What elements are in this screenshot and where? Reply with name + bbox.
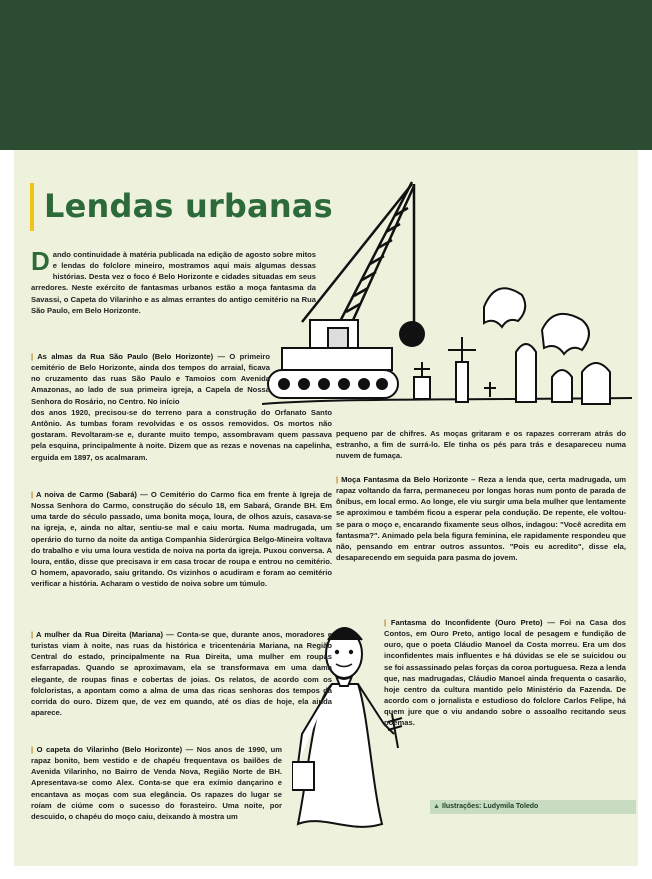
- section-almas-rua-sao-paulo: [31, 351, 270, 407]
- page-title: Lendas urbanas: [44, 187, 333, 225]
- section-capeta-continued: [336, 428, 626, 461]
- section-heading: A noiva de Carmo (Sabará): [36, 490, 137, 499]
- credit-text: Ilustrações: Ludymila Toledo: [442, 803, 539, 810]
- section-marker: |: [384, 618, 391, 627]
- section-marker: |: [31, 490, 36, 499]
- intro-paragraph: [31, 246, 316, 316]
- section-text: — Foi na Casa dos Contos, em Ouro Preto, antigo local de pesagem e fundição de ouro, que o poeta Cláudio Manoel da Costa morreu. Era um dos inconfidentes mais influentes e há dúvidas se ele se suicidou ou se foi assassinado pelas forças da coroa portuguesa. Reza a lenda que, nas madrugadas, Cláudio Manoel ainda frequenta o casarão, hoje centro da cultura mantido pelo Ministério da Fazenda. De acordo com o jornalista e estudioso do folclore Carlos Felipe, há quem jure que o viu andando sobre o assoalho recitando seus poemas.: [384, 618, 626, 728]
- section-moca-fantasma: [336, 474, 626, 563]
- section-mulher-rua-direita: [31, 629, 332, 718]
- section-fantasma-inconfidente: [384, 617, 626, 729]
- section-text: — O primeiro cemitério de Belo Horizonte, ainda dos tempos do arraial, ficava no cruzamento das ruas São Paulo e Tamoios com Avenida Amazonas, ao lado de sua primeira igreja, a Capela de Nossa Senhora do Rosário, no Centro. No início: [31, 352, 270, 406]
- section-heading: A mulher da Rua Direita (Mariana): [36, 630, 163, 639]
- section-text: — O Cemitério do Carmo fica em frente à Igreja de Nossa Senhora do Carmo, construção do século 18, em Sabará, Grande BH. Em uma tarde do século passado, uma bonita moça, loura, de olhos azuis, casava-se na igreja, e, ainda no altar, sentiu-se mal e caiu morta. Numa madrugada, um operário do turno da noite da antiga Companhia Siderúrgica Belgo-Mineira voltava do trabalho e viu uma loura vestida de noiva na porta da igreja. Puxou conversa. A loura, então, disse que precisava ir em casa trocar de roupa e entrou no cemitério. O homem, apavorado, saiu gritando. Os vizinhos o acudiram e foram ao cemitério verificar a história. Acharam o vestido de noiva sobre um túmulo.: [31, 490, 332, 589]
- section-text: — Conta-se que, durante anos, moradores e turistas viam à noite, nas ruas da histórica e tricentenária Mariana, na Região Central do estado, principalmente na Rua Direita, uma mulher em roupas esfarrapadas. Quando se aproximavam, ela se transformava em uma dama elegante, de roupas finas e cobertas de joias. Os relatos, de acordo com os folcloristas, a apontam como a alma de uma das ricas senhoras dos tempos da corrida do ouro. Dizem que, de vez em quando, até os dias de hoje, ela ainda aparece.: [31, 630, 333, 718]
- section-text: — Nos anos de 1990, um rapaz bonito, bem vestido e de chapéu frequentava os bailões de Avenida Vilarinho, no Bairro de Venda Nova, Região Norte de BH. Apresentava-se como Alex. Conta-se que era exímio dançarino e encantava as moças com sua elegância. Os rapazes do lugar se roíam de ciúme com o sucesso do forasteiro. Uma noite, por descuido, o chapéu do moço caiu, deixando à mostra um: [31, 745, 282, 821]
- section-capeta-vilarinho: [31, 744, 282, 822]
- section-heading: As almas da Rua São Paulo (Belo Horizonte): [37, 352, 214, 361]
- crane-graveyard-illustration: [262, 172, 632, 422]
- ghost-icon: [542, 314, 589, 354]
- section-marker: |: [31, 630, 37, 639]
- wrecking-ball-icon: [399, 321, 425, 347]
- illustration-credit: [430, 800, 636, 814]
- section-noiva-carmo: [31, 489, 332, 589]
- section-text: – Reza a lenda que, certa madrugada, um rapaz voltando da farra, permaneceu por longas horas num ponto de parada de ônibus, em local ermo. Ao longe, ele viu surgir uma bela mulher que lentamente se aproximou e também ficou a esperar pela condução. De repente, ele voltou-se para o moço e, encarando fixamente seus olhos, indagou: "Você acredita em fantasma?". Animado pela bela figura feminina, ele rapidamente respondeu que não, pensando em entrar outros assuntos. "Pois eu acredito", disse ela, desaparecendo em seguida para pasma do jovem.: [336, 475, 626, 563]
- intro-text: ando continuidade à matéria publicada na edição de agosto sobre mitos e lendas do folclore mineiro, mostramos aqui mais algumas dessas histórias. Desta vez o foco é Belo Horizonte e cidades situadas em seus arredores. Neste exército de fantasmas urbanos estão a moça fantasma da Savassi, o Capeta do Vilarinho e as almas errantes do antigo cemitério na Rua São Paulo, em Belo Horizonte.: [31, 250, 316, 315]
- ghost-icon: [484, 288, 525, 327]
- triangle-icon: ▲: [433, 803, 440, 810]
- section-heading: Fantasma do Inconfidente (Ouro Preto): [390, 618, 543, 627]
- section-heading: O capeta do Vilarinho (Belo Horizonte): [36, 745, 183, 754]
- drop-cap: D: [31, 246, 50, 276]
- section-almas-continued: [31, 407, 332, 463]
- section-heading: Moça Fantasma da Belo Horizonte: [341, 475, 469, 484]
- title-accent-bar: [30, 183, 34, 231]
- section-text: dos anos 1920, precisou-se do terreno para a construção do Orfanato Santo Antônio. As tumbas foram revolvidas e os ossos removidos. Os mortos não gostaram. Revoltaram-se e, durante muito tempo, assombravam quem passava pela esquina, principalmente à noite. Dizem que as rezas e novenas na capelinha, erguida em 1897, os acalmaram.: [31, 408, 332, 462]
- section-marker: |: [31, 352, 38, 361]
- section-text: pequeno par de chifres. As moças gritaram e os rapazes correram atrás do estranho, a fim de surrá-lo. Ele tinha os pés para trás e desapareceu numa nuvem de fumaça.: [336, 429, 626, 461]
- section-marker: |: [31, 745, 37, 754]
- header-band: [0, 0, 652, 150]
- section-marker: |: [336, 475, 342, 484]
